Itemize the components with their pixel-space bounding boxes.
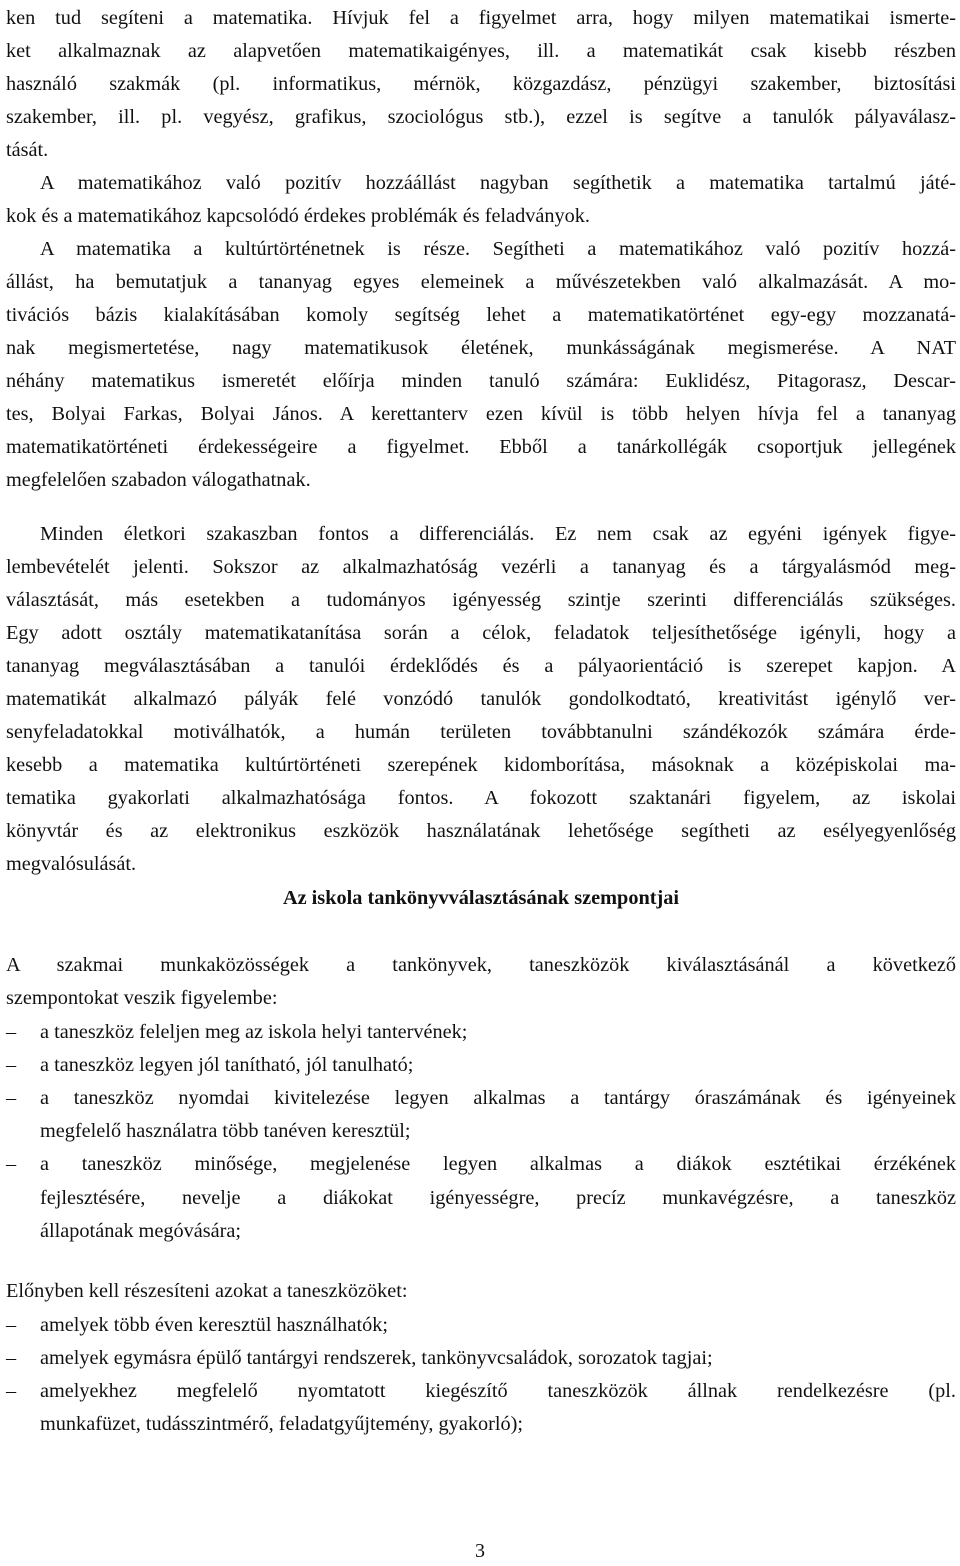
- page-number: 3: [475, 1540, 485, 1562]
- document-page: [6, 0, 956, 1565]
- text-line: A matematika a kultúrtörténetnek is része. Segítheti a matematikához való pozitív hozzá-: [40, 238, 956, 260]
- paragraph-preference-intro: Előnyben kell részesíteni azokat a taneszközöket:: [6, 1280, 408, 1302]
- text-line: tivációs bázis kialakításában komoly segítség lehet a matematikatörténet egy-egy mozzanatá-: [6, 304, 956, 326]
- dash-bullet: –: [6, 1347, 17, 1369]
- text-line: néhány matematikus ismeretét előírja minden tanuló számára: Euklidész, Pitagorasz, Descar-: [6, 370, 956, 392]
- text-line: lembevételét jelenti. Sokszor az alkalmazhatóság vezérli a tananyag és a tárgyalásmód meg-: [6, 556, 956, 578]
- text-line: ket alkalmaznak az alapvetően matematikaigényes, ill. a matematikát csak kisebb részben: [6, 40, 956, 62]
- dash-bullet: –: [6, 1087, 17, 1109]
- text-line: Minden életkori szakaszban fontos a differenciálás. Ez nem csak az egyéni igények figye-: [40, 523, 956, 545]
- dash-bullet: –: [6, 1054, 17, 1076]
- dash-bullet: –: [6, 1153, 17, 1175]
- text-line: állapotának megóvására;: [40, 1220, 242, 1242]
- text-line: amelyekhez megfelelő nyomtatott kiegészítő taneszközök állnak rendelkezésre (pl.: [40, 1380, 956, 1402]
- text-line: amelyek egymásra épülő tantárgyi rendszerek, tankönyvcsaládok, sorozatok tagjai;: [40, 1347, 713, 1369]
- text-line: fejlesztésére, nevelje a diákokat igényességre, precíz munkavégzésre, a taneszköz: [40, 1187, 956, 1209]
- text-line: tematika gyakorlati alkalmazhatósága fontos. A fokozott szaktanári figyelem, az iskolai: [6, 787, 956, 809]
- text-line: A matematikához való pozitív hozzáállást nagyban segíthetik a matematika tartalmú játé-: [40, 172, 956, 194]
- text-line: megfelelő használatra több tanéven keresztül;: [40, 1120, 411, 1142]
- section-heading: Az iskola tankönyvválasztásának szempontjai: [282, 887, 680, 909]
- text-line: használó szakmák (pl. informatikus, mérnök, közgazdász, pénzügyi szakember, biztosítási: [6, 73, 956, 95]
- text-line: szakember, ill. pl. vegyész, grafikus, szociológus stb.), ezzel is segítve a tanulók pályaválasz-: [6, 106, 956, 128]
- text-line: választását, más esetekben a tudományos igényesség szintje szerinti differenciálás szükséges.: [6, 589, 956, 611]
- text-line: megfelelően szabadon válogathatnak.: [6, 469, 311, 491]
- text-line: Egy adott osztály matematikatanítása során a célok, feladatok teljesíthetősége igényli, hogy a: [6, 622, 956, 644]
- text-line: kesebb a matematika kultúrtörténeti szerepének kidomborítása, másoknak a középiskolai ma-: [6, 754, 956, 776]
- text-line: szempontokat veszik figyelembe:: [6, 987, 278, 1009]
- text-line: matematikatörténeti érdekességeire a figyelmet. Ebből a tanárkollégák csoportjuk jellegének: [6, 436, 956, 458]
- text-line: senyfeladatokkal motiválhatók, a humán területen továbbtanulni szándékozók számára érde-: [6, 721, 956, 743]
- text-line: A szakmai munkaközösségek a tankönyvek, taneszközök kiválasztásánál a következő: [6, 954, 956, 976]
- text-line: könyvtár és az elektronikus eszközök használatának lehetősége segítheti az esélyegyenlőség: [6, 820, 956, 842]
- text-line: a taneszköz feleljen meg az iskola helyi tantervének;: [40, 1021, 468, 1043]
- text-line: állást, ha bemutatjuk a tananyag egyes elemeinek a művészetekben való alkalmazását. A mo-: [6, 271, 956, 293]
- text-line: tananyag megválasztásában a tanulói érdeklődés és a pályaorientáció is szerepet kapjon. A: [6, 655, 956, 677]
- text-line: a taneszköz minősége, megjelenése legyen alkalmas a diákok esztétikai érzékének: [40, 1153, 956, 1175]
- text-line: tását.: [6, 139, 49, 161]
- text-line: a taneszköz nyomdai kivitelezése legyen alkalmas a tantárgy óraszámának és igényeinek: [40, 1087, 956, 1109]
- text-line: munkafüzet, tudásszintmérő, feladatgyűjtemény, gyakorló);: [40, 1413, 524, 1435]
- text-line: ken tud segíteni a matematika. Hívjuk fel a figyelmet arra, hogy milyen matematikai ismerte-: [6, 7, 956, 29]
- dash-bullet: –: [6, 1380, 17, 1402]
- dash-bullet: –: [6, 1021, 17, 1043]
- text-line: a taneszköz legyen jól tanítható, jól tanulható;: [40, 1054, 414, 1076]
- dash-bullet: –: [6, 1314, 17, 1336]
- text-line: amelyek több éven keresztül használhatók;: [40, 1314, 389, 1336]
- text-line: tes, Bolyai Farkas, Bolyai János. A kerettanterv ezen kívül is több helyen hívja fel a tananyag: [6, 403, 956, 425]
- text-line: matematikát alkalmazó pályák felé vonzódó tanulók gondolkodtató, kreativitást igénylő ver-: [6, 688, 956, 710]
- text-line: megvalósulását.: [6, 853, 137, 875]
- text-line: kok és a matematikához kapcsolódó érdekes problémák és feladványok.: [6, 205, 591, 227]
- text-line: nak megismertetése, nagy matematikusok életének, munkásságának megismerése. A NAT: [6, 337, 956, 359]
